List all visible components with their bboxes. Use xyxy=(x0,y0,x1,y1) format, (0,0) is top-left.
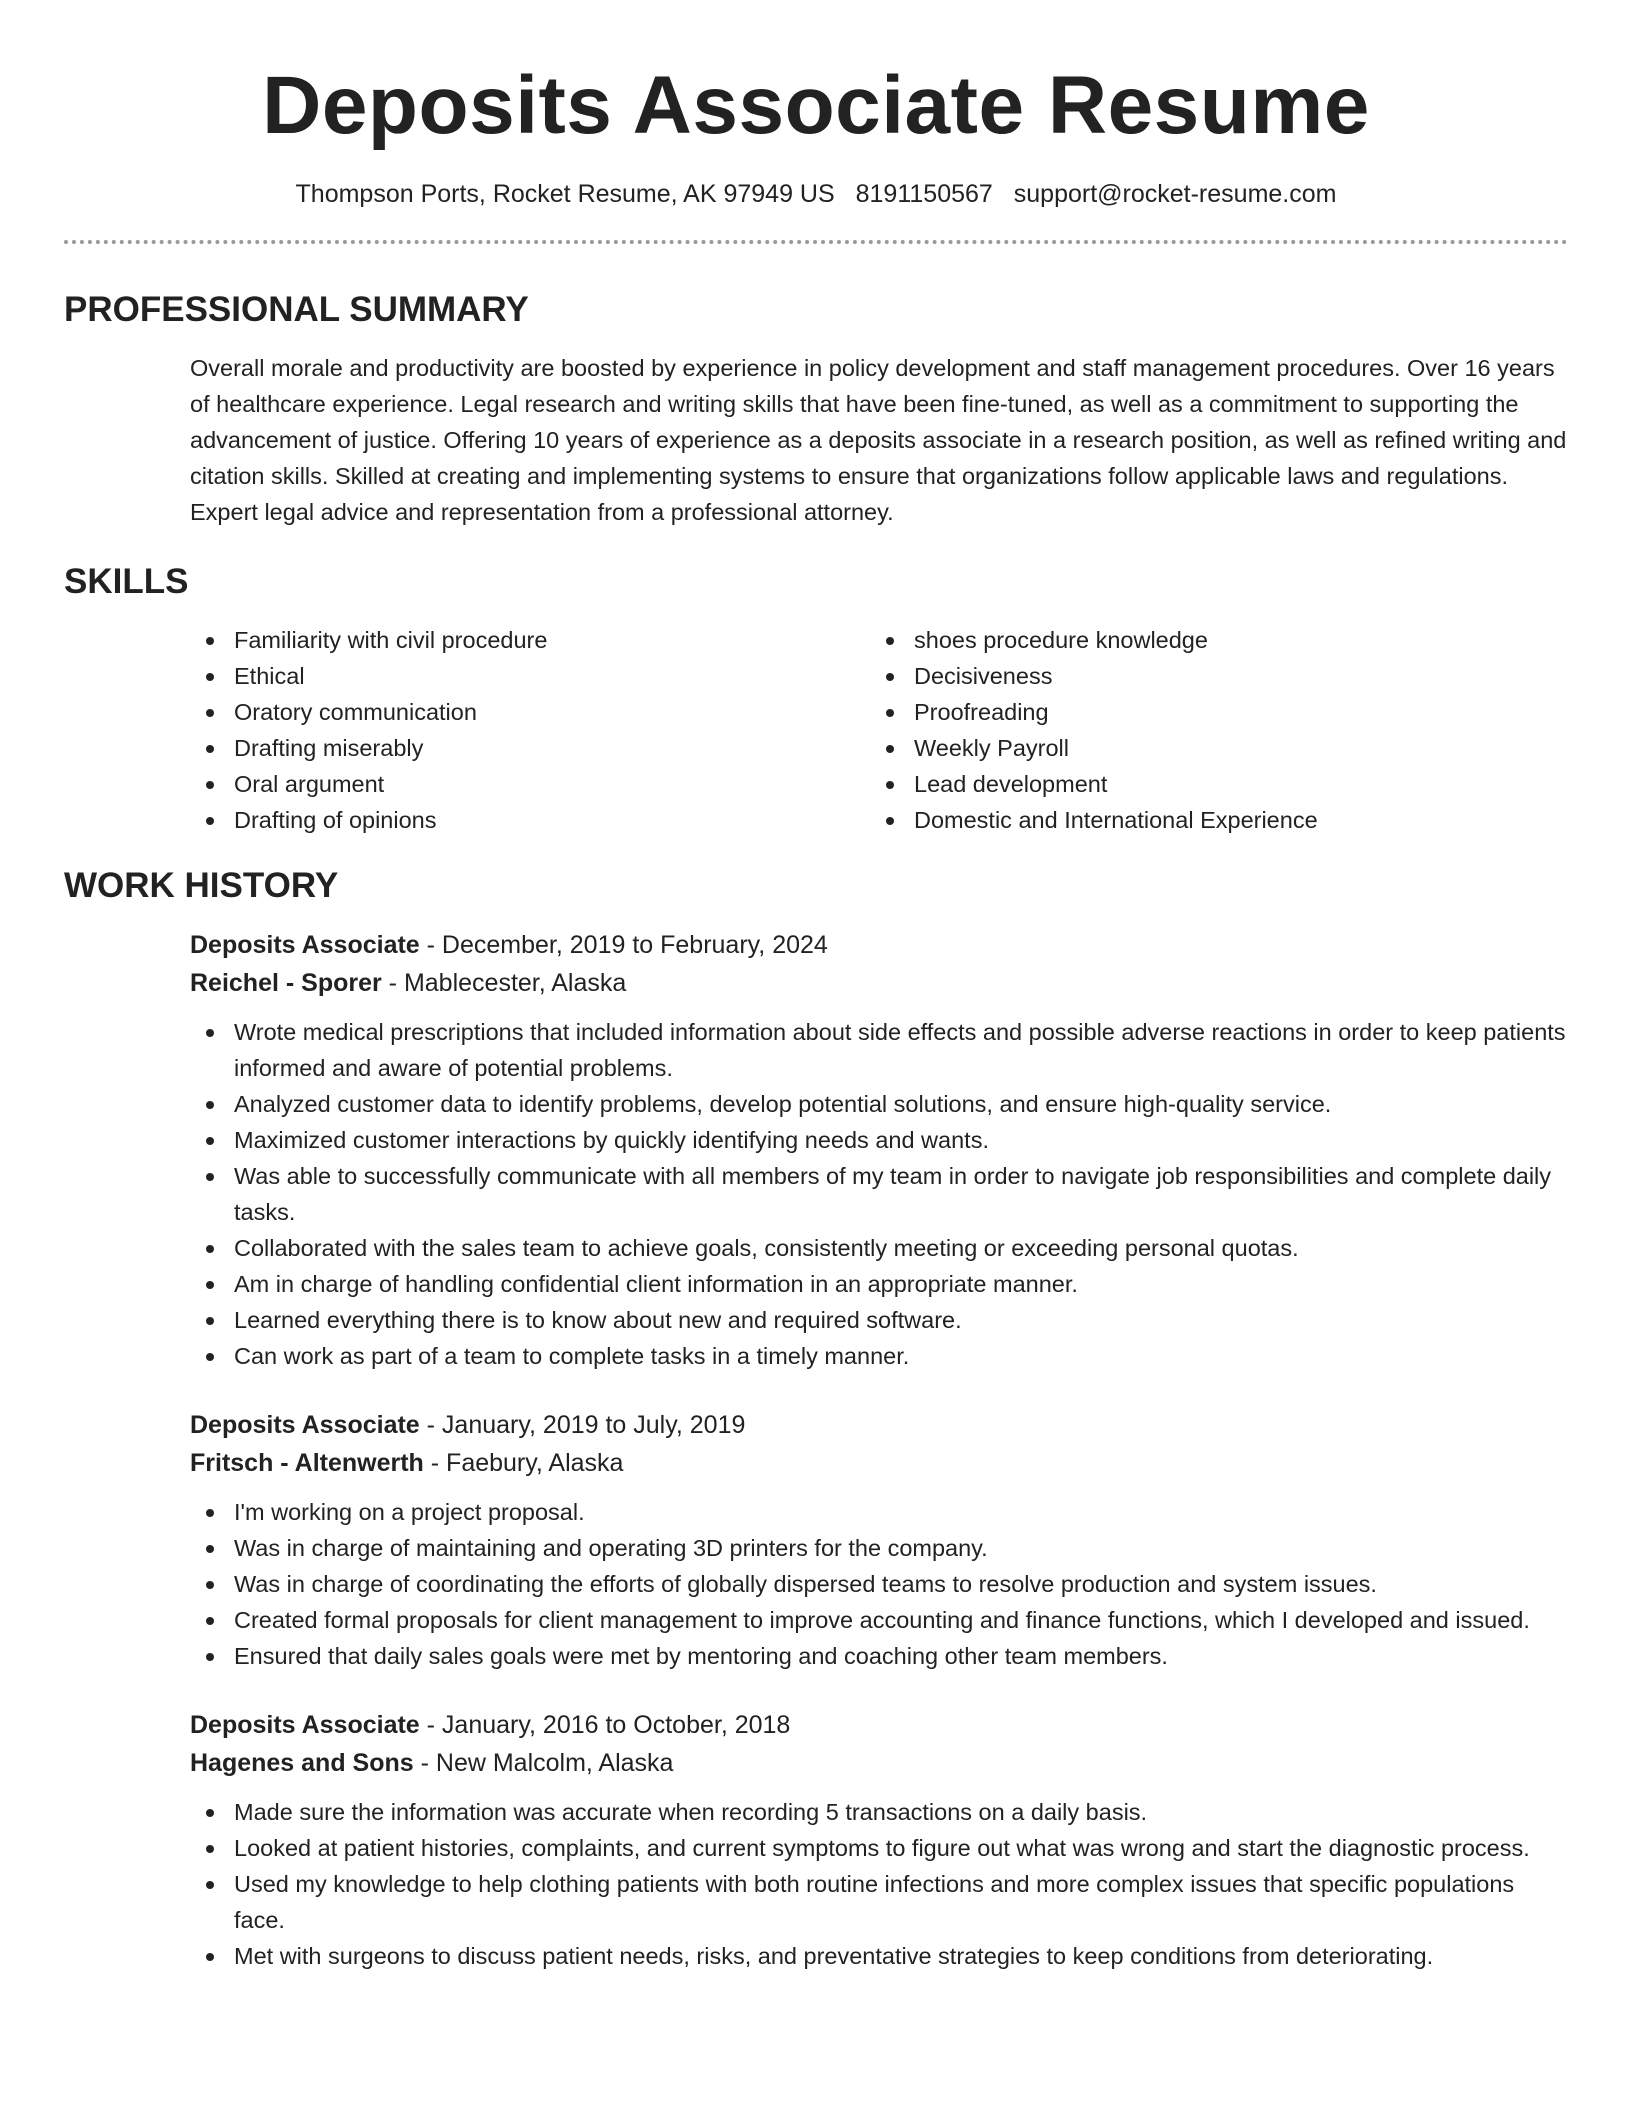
summary-section xyxy=(64,288,1568,530)
skill-item: Oratory communication xyxy=(190,694,870,730)
job-company-line xyxy=(190,964,1568,1002)
job-company: Fritsch - Altenwerth xyxy=(190,1449,424,1477)
job-title: Deposits Associate xyxy=(190,931,420,959)
skills-column-right xyxy=(870,622,1550,838)
job-bullet: Analyzed customer data to identify problems, develop potential solutions, and ensure high-quality service. xyxy=(190,1086,1568,1122)
header-divider xyxy=(64,240,1568,244)
skills-heading: SKILLS xyxy=(64,562,189,601)
job-bullet: Learned everything there is to know about new and required software. xyxy=(190,1302,1568,1338)
skill-item: Weekly Payroll xyxy=(870,730,1550,766)
job-bullets xyxy=(190,1794,1568,1974)
skills-list xyxy=(190,622,1568,838)
job-location: - New Malcolm, Alaska xyxy=(413,1749,674,1777)
job-bullet: Wrote medical prescriptions that included information about side effects and possible adverse reactions in order to keep patients informed and aware of potential problems. xyxy=(190,1014,1568,1086)
resume-page xyxy=(64,0,1568,2112)
job-bullet: I'm working on a project proposal. xyxy=(190,1494,1568,1530)
job-dates: - December, 2019 to February, 2024 xyxy=(419,931,828,959)
job-bullets xyxy=(190,1014,1568,1374)
contact-phone: 8191150567 xyxy=(855,180,993,208)
job-bullets xyxy=(190,1494,1568,1674)
skill-item: shoes procedure knowledge xyxy=(870,622,1550,658)
job-company: Hagenes and Sons xyxy=(190,1749,414,1777)
job-dates: - January, 2016 to October, 2018 xyxy=(419,1711,791,1739)
job-location: - Faebury, Alaska xyxy=(423,1449,624,1477)
job-bullet: Was in charge of maintaining and operating 3D printers for the company. xyxy=(190,1530,1568,1566)
skill-item: Decisiveness xyxy=(870,658,1550,694)
job-bullet: Can work as part of a team to complete tasks in a timely manner. xyxy=(190,1338,1568,1374)
skill-item: Ethical xyxy=(190,658,870,694)
job-title: Deposits Associate xyxy=(190,1711,420,1739)
job-bullet: Met with surgeons to discuss patient needs, risks, and preventative strategies to keep conditions from deteriorating. xyxy=(190,1938,1568,1974)
work-history-heading: WORK HISTORY xyxy=(64,866,339,905)
skills-column-left xyxy=(190,622,870,838)
job-title-line xyxy=(190,926,1568,964)
job-bullet: Was in charge of coordinating the efforts of globally dispersed teams to resolve production and system issues. xyxy=(190,1566,1568,1602)
job-bullet: Made sure the information was accurate when recording 5 transactions on a daily basis. xyxy=(190,1794,1568,1830)
contact-address: Thompson Ports, Rocket Resume, AK 97949 US xyxy=(295,180,835,208)
job-entry xyxy=(190,1406,1568,1674)
job-bullet: Am in charge of handling confidential client information in an appropriate manner. xyxy=(190,1266,1568,1302)
job-bullet: Was able to successfully communicate with all members of my team in order to navigate job responsibilities and complete daily tasks. xyxy=(190,1158,1568,1230)
summary-heading: PROFESSIONAL SUMMARY xyxy=(64,290,529,329)
skill-item: Lead development xyxy=(870,766,1550,802)
contact-line xyxy=(64,178,1568,210)
job-bullet: Looked at patient histories, complaints, and current symptoms to figure out what was wrong and start the diagnostic process. xyxy=(190,1830,1568,1866)
skill-item: Drafting miserably xyxy=(190,730,870,766)
job-entry xyxy=(190,926,1568,1374)
skill-item: Domestic and International Experience xyxy=(870,802,1550,838)
job-title-line xyxy=(190,1706,1568,1744)
job-company: Reichel - Sporer xyxy=(190,969,382,997)
contact-email[interactable]: support@rocket-resume.com xyxy=(1013,180,1337,208)
summary-text: Overall morale and productivity are boosted by experience in policy development and staff management procedures. Over 16 years of healthcare experience. Legal research and writing skills that have been fine-tuned, as well as a commitment to supporting the advancement of justice. Offering 10 years of experience as a deposits associate in a research position, as well as refined writing and citation skills. Skilled at creating and implementing systems to ensure that organizations follow applicable laws and regulations. Expert legal advice and representation from a professional attorney. xyxy=(190,355,1567,525)
skill-item: Proofreading xyxy=(870,694,1550,730)
job-dates: - January, 2019 to July, 2019 xyxy=(419,1411,746,1439)
job-entry xyxy=(190,1706,1568,1974)
job-location: - Mablecester, Alaska xyxy=(381,969,627,997)
job-title-line xyxy=(190,1406,1568,1444)
job-title: Deposits Associate xyxy=(190,1411,420,1439)
job-company-line xyxy=(190,1744,1568,1782)
job-bullet: Maximized customer interactions by quickly identifying needs and wants. xyxy=(190,1122,1568,1158)
skill-item: Oral argument xyxy=(190,766,870,802)
skill-item: Drafting of opinions xyxy=(190,802,870,838)
job-bullet: Created formal proposals for client management to improve accounting and finance functions, which I developed and issued. xyxy=(190,1602,1568,1638)
job-bullet: Collaborated with the sales team to achieve goals, consistently meeting or exceeding personal quotas. xyxy=(190,1230,1568,1266)
job-bullet: Ensured that daily sales goals were met by mentoring and coaching other team members. xyxy=(190,1638,1568,1674)
work-history-section xyxy=(64,864,1568,1974)
skill-item: Familiarity with civil procedure xyxy=(190,622,870,658)
page-title: Deposits Associate Resume xyxy=(262,60,1370,151)
skills-section xyxy=(64,560,1568,838)
job-bullet: Used my knowledge to help clothing patients with both routine infections and more complex issues that specific populations face. xyxy=(190,1866,1568,1938)
job-company-line xyxy=(190,1444,1568,1482)
